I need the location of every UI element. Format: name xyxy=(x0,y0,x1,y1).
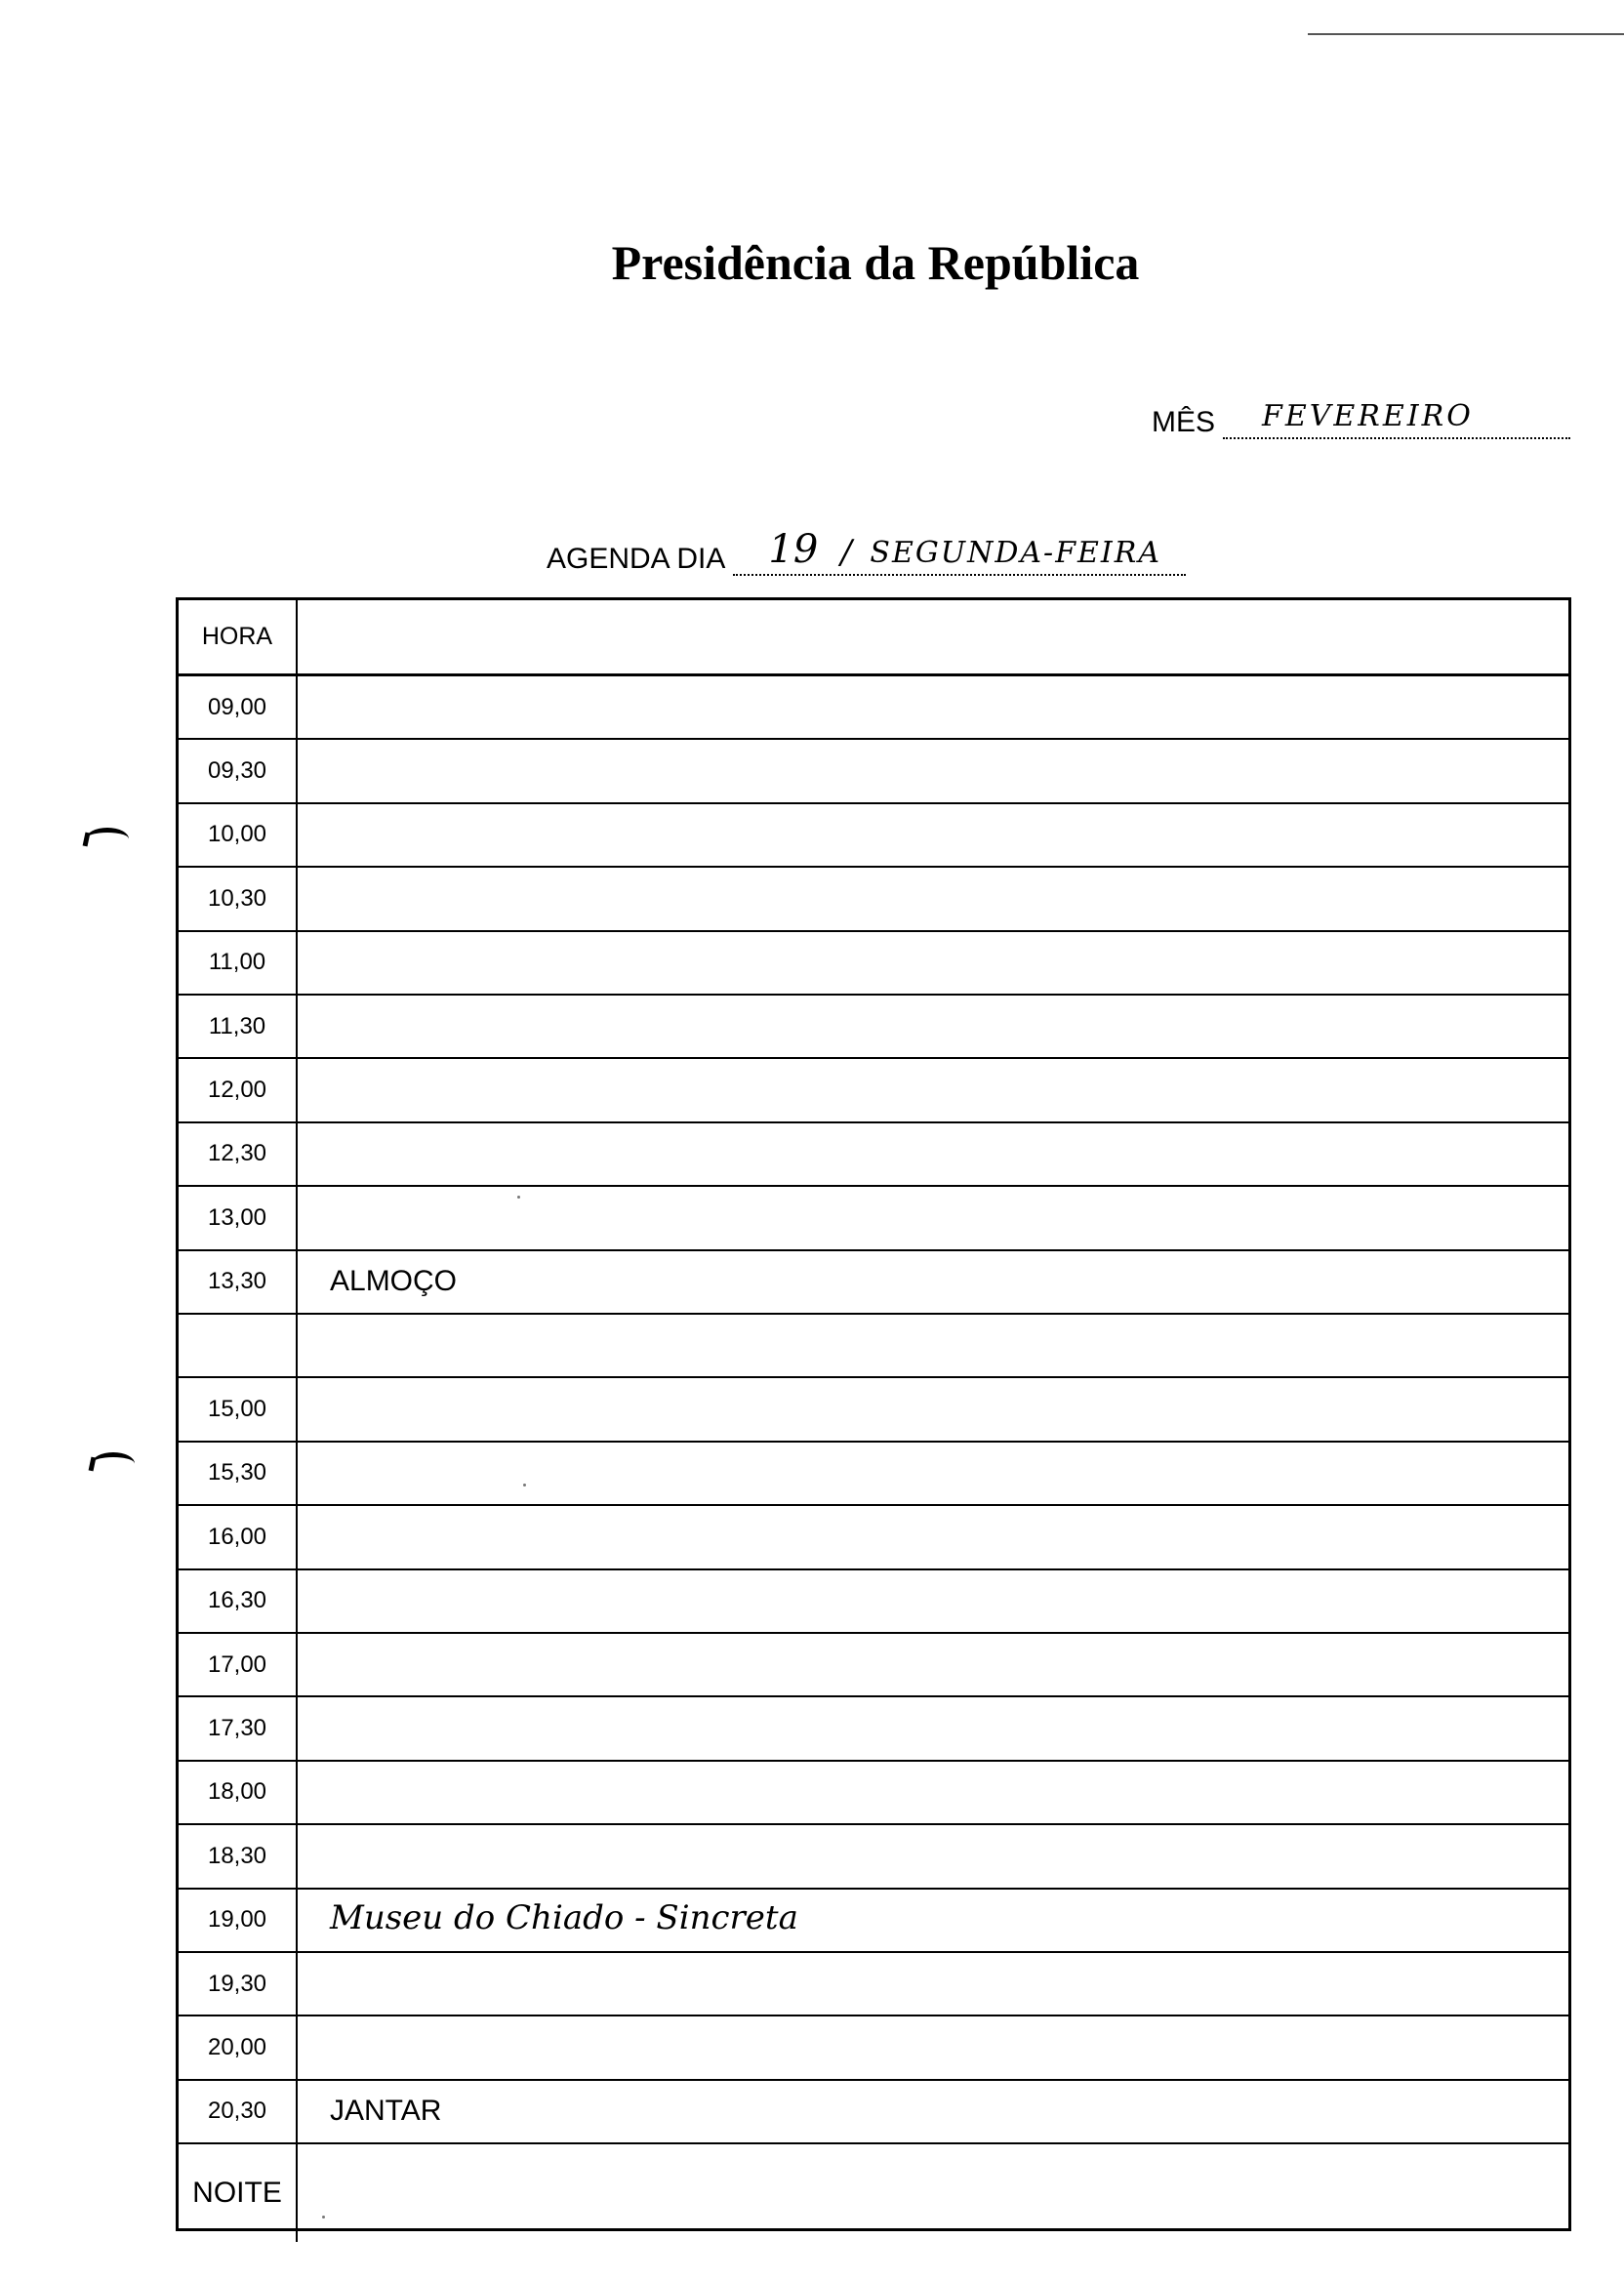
page-title: Presidência da República xyxy=(611,235,1140,290)
time-cell: 19,30 xyxy=(179,1953,298,2015)
schedule-row xyxy=(179,1187,1568,1250)
month-field xyxy=(1223,396,1570,439)
time-cell: 15,30 xyxy=(179,1443,298,1504)
schedule-row xyxy=(179,868,1568,931)
hora-header: HORA xyxy=(179,600,298,673)
time-cell: 13,30 xyxy=(179,1251,298,1313)
punch-hole-mark xyxy=(92,1452,135,1475)
schedule-row xyxy=(179,932,1568,996)
schedule-row xyxy=(179,1890,1568,1953)
schedule-row xyxy=(179,1570,1568,1634)
time-cell: 16,30 xyxy=(179,1570,298,1632)
schedule-row xyxy=(179,2081,1568,2144)
day-value: 19 xyxy=(768,527,819,572)
time-cell: 11,30 xyxy=(179,996,298,1057)
time-cell: 09,00 xyxy=(179,676,298,738)
time-cell xyxy=(179,1315,298,1376)
agenda-day-label: AGENDA DIA xyxy=(547,543,726,575)
weekday-value: SEGUNDA-FEIRA xyxy=(870,536,1162,570)
time-cell: 09,30 xyxy=(179,740,298,801)
schedule-header-row xyxy=(179,600,1568,676)
time-cell: 11,00 xyxy=(179,932,298,994)
schedule-row xyxy=(179,2016,1568,2080)
schedule-row xyxy=(179,676,1568,740)
schedule-row xyxy=(179,1506,1568,1569)
schedule-row xyxy=(179,2144,1568,2242)
time-cell: 10,30 xyxy=(179,868,298,929)
schedule-row xyxy=(179,1443,1568,1506)
paper-speck xyxy=(523,1484,526,1486)
time-cell: 18,00 xyxy=(179,1762,298,1823)
punch-hole-mark xyxy=(86,828,129,850)
schedule-row xyxy=(179,1634,1568,1697)
entry-cell: JANTAR xyxy=(330,2095,442,2128)
time-cell: 16,00 xyxy=(179,1506,298,1568)
time-cell: 12,00 xyxy=(179,1059,298,1120)
schedule-row xyxy=(179,740,1568,803)
entry-cell: ALMOÇO xyxy=(330,1265,458,1298)
month-label: MÊS xyxy=(1152,406,1216,438)
schedule-row xyxy=(179,996,1568,1059)
corner-rule xyxy=(1308,33,1624,35)
time-cell: 19,00 xyxy=(179,1890,298,1951)
agenda-day-field xyxy=(733,527,1186,576)
schedule-row xyxy=(179,1123,1568,1187)
schedule-row xyxy=(179,1697,1568,1761)
schedule-row xyxy=(179,1059,1568,1122)
schedule-row xyxy=(179,1953,1568,2016)
time-cell: 17,30 xyxy=(179,1697,298,1759)
schedule-row xyxy=(179,1762,1568,1825)
time-cell: NOITE xyxy=(179,2144,298,2242)
paper-speck xyxy=(322,2216,325,2219)
time-cell: 15,00 xyxy=(179,1378,298,1440)
time-cell: 20,30 xyxy=(179,2081,298,2142)
time-cell: 17,00 xyxy=(179,1634,298,1695)
month-field-row xyxy=(1152,390,1570,439)
schedule-row xyxy=(179,1315,1568,1378)
time-cell: 12,30 xyxy=(179,1123,298,1185)
schedule-row xyxy=(179,1825,1568,1889)
schedule-row xyxy=(179,1251,1568,1315)
schedule-row xyxy=(179,804,1568,868)
time-cell: 18,30 xyxy=(179,1825,298,1887)
schedule-table xyxy=(176,597,1571,2231)
time-cell: 20,00 xyxy=(179,2016,298,2078)
time-cell: 13,00 xyxy=(179,1187,298,1248)
paper-speck xyxy=(517,1196,520,1199)
month-value: FEVEREIRO xyxy=(1262,399,1474,433)
time-cell: 10,00 xyxy=(179,804,298,866)
agenda-day-row xyxy=(547,527,1186,576)
day-separator: / xyxy=(840,533,852,572)
schedule-row xyxy=(179,1378,1568,1442)
entry-cell: Museu do Chiado - Sincreta xyxy=(330,1898,798,1938)
